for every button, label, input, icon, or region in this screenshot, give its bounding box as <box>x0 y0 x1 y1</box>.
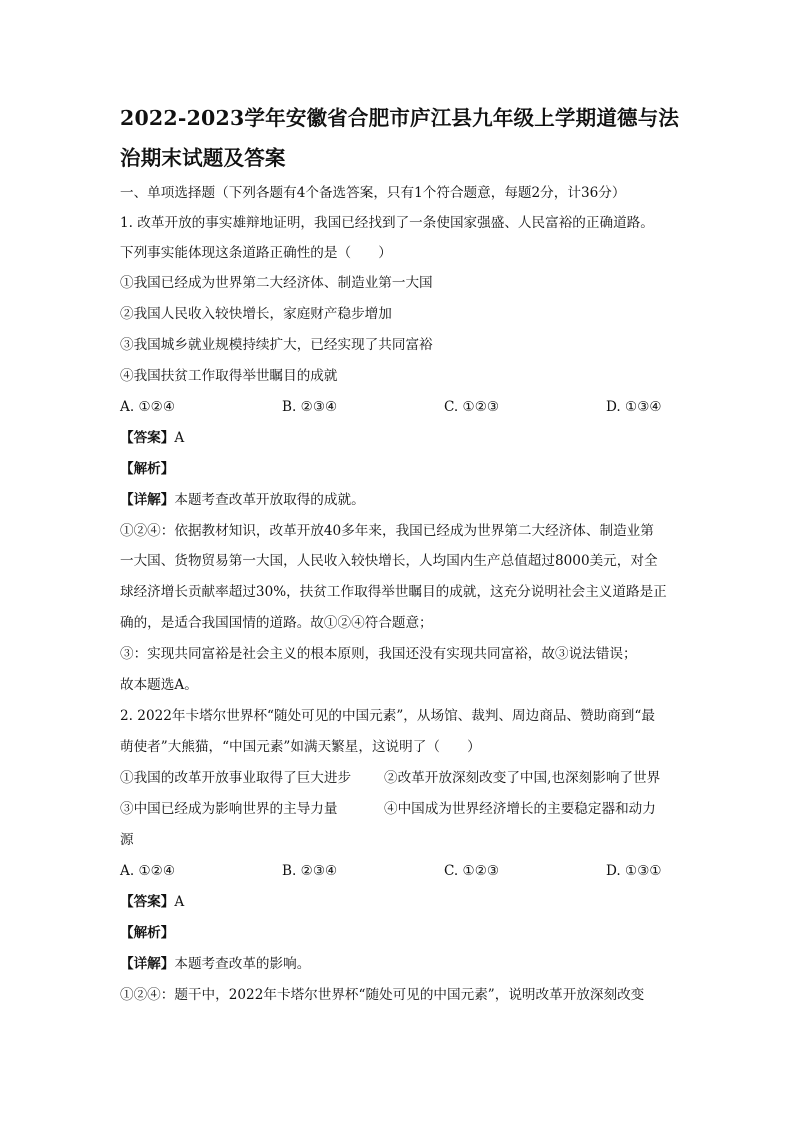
q2-stem-line-2: 萌使者”大熊猫，“中国元素”如满天繁星，这说明了（ ） <box>120 739 481 755</box>
q2-option-c: C. ①②③ <box>444 863 500 879</box>
q2-item-2: ②改革开放深刻改变了中国,也深刻影响了世界 <box>384 770 661 786</box>
q1-analysis-tag: 【解析】 <box>120 461 175 477</box>
q1-analysis <box>120 459 680 479</box>
q1-option-b: B. ②③④ <box>282 399 338 415</box>
q1-answer-value: A <box>174 430 185 446</box>
q1-item-2: ②我国人民收入较快增长，家庭财产稳步增加 <box>120 306 392 322</box>
q2-stem-line-1: 2. 2022年卡塔尔世界杯“随处可见的中国元素”，从场馆、裁判、周边商品、赞助商到“最 <box>120 708 655 724</box>
q2-item-4: ④中国成为世界经济增长的主要稳定器和动力 <box>384 801 656 817</box>
q2-detail-tag: 【详解】 <box>120 956 175 972</box>
q1-detail <box>120 490 680 510</box>
q1-explanation-line-1: ①②④：依据教材知识，改革开放40多年来，我国已经成为世界第二大经济体、制造业第 <box>120 523 654 539</box>
q1-explanation-line-2: 一大国、货物贸易第一大国，人民收入较快增长，人均国内生产总值超过8000美元，对全 <box>120 553 658 569</box>
document-title-line-2: 治期末试题及答案 <box>120 146 286 170</box>
q2-answer-tag: 【答案】 <box>120 894 175 910</box>
q2-item-3: ③中国已经成为影响世界的主导力量 <box>120 801 338 817</box>
q1-detail-tag: 【详解】 <box>120 492 175 508</box>
q2-option-d: D. ①③① <box>606 863 662 879</box>
q1-detail-text: 本题考查改革开放取得的成就。 <box>174 492 365 508</box>
q1-explanation-line-5: ③：实现共同富裕是社会主义的根本原则，我国还没有实现共同富裕，故③说法错误； <box>120 646 637 662</box>
q1-answer <box>120 428 680 448</box>
section-heading: 一、单项选择题（下列各题有4个备选答案，只有1个符合题意，每题2分，计36分） <box>120 185 626 201</box>
q1-item-3: ③我国城乡就业规模持续扩大，已经实现了共同富裕 <box>120 337 433 353</box>
q2-detail <box>120 954 680 974</box>
q2-analysis-tag: 【解析】 <box>120 925 175 941</box>
document-title-line-1: 2022-2023学年安徽省合肥市庐江县九年级上学期道德与法 <box>120 106 680 130</box>
q1-item-4: ④我国扶贫工作取得举世瞩目的成就 <box>120 368 338 384</box>
q2-option-a: A. ①②④ <box>120 863 176 879</box>
q2-analysis <box>120 923 680 943</box>
q1-answer-tag: 【答案】 <box>120 430 175 446</box>
q1-stem-line-2: 下列事实能体现这条道路正确性的是（ ） <box>120 245 392 261</box>
q1-stem-line-1: 1. 改革开放的事实雄辩地证明，我国已经找到了一条使国家强盛、人民富裕的正确道路。 <box>120 215 654 231</box>
q1-explanation-line-4: 确的，是适合我国国情的道路。故①②④符合题意； <box>120 615 433 631</box>
q1-option-c: C. ①②③ <box>444 399 500 415</box>
q1-explanation-line-3: 球经济增长贡献率超过30%，扶贫工作取得举世瞩目的成就，这充分说明社会主义道路是正 <box>120 584 667 600</box>
q2-detail-text: 本题考查改革的影响。 <box>174 956 311 972</box>
q2-option-b: B. ②③④ <box>282 863 338 879</box>
q2-answer-value: A <box>174 894 185 910</box>
q2-explanation-line-1: ①②④：题干中，2022年卡塔尔世界杯“随处可见的中国元素”，说明改革开放深刻改变 <box>120 987 645 1003</box>
q2-answer <box>120 892 680 912</box>
q1-option-a: A. ①②④ <box>120 399 176 415</box>
q1-explanation-line-6: 故本题选A。 <box>120 677 198 693</box>
q2-item-4-continued: 源 <box>120 832 134 848</box>
q1-item-1: ①我国已经成为世界第二大经济体、制造业第一大国 <box>120 275 433 291</box>
q1-option-d: D. ①③④ <box>606 399 662 415</box>
q2-item-1: ①我国的改革开放事业取得了巨大进步 <box>120 770 352 786</box>
